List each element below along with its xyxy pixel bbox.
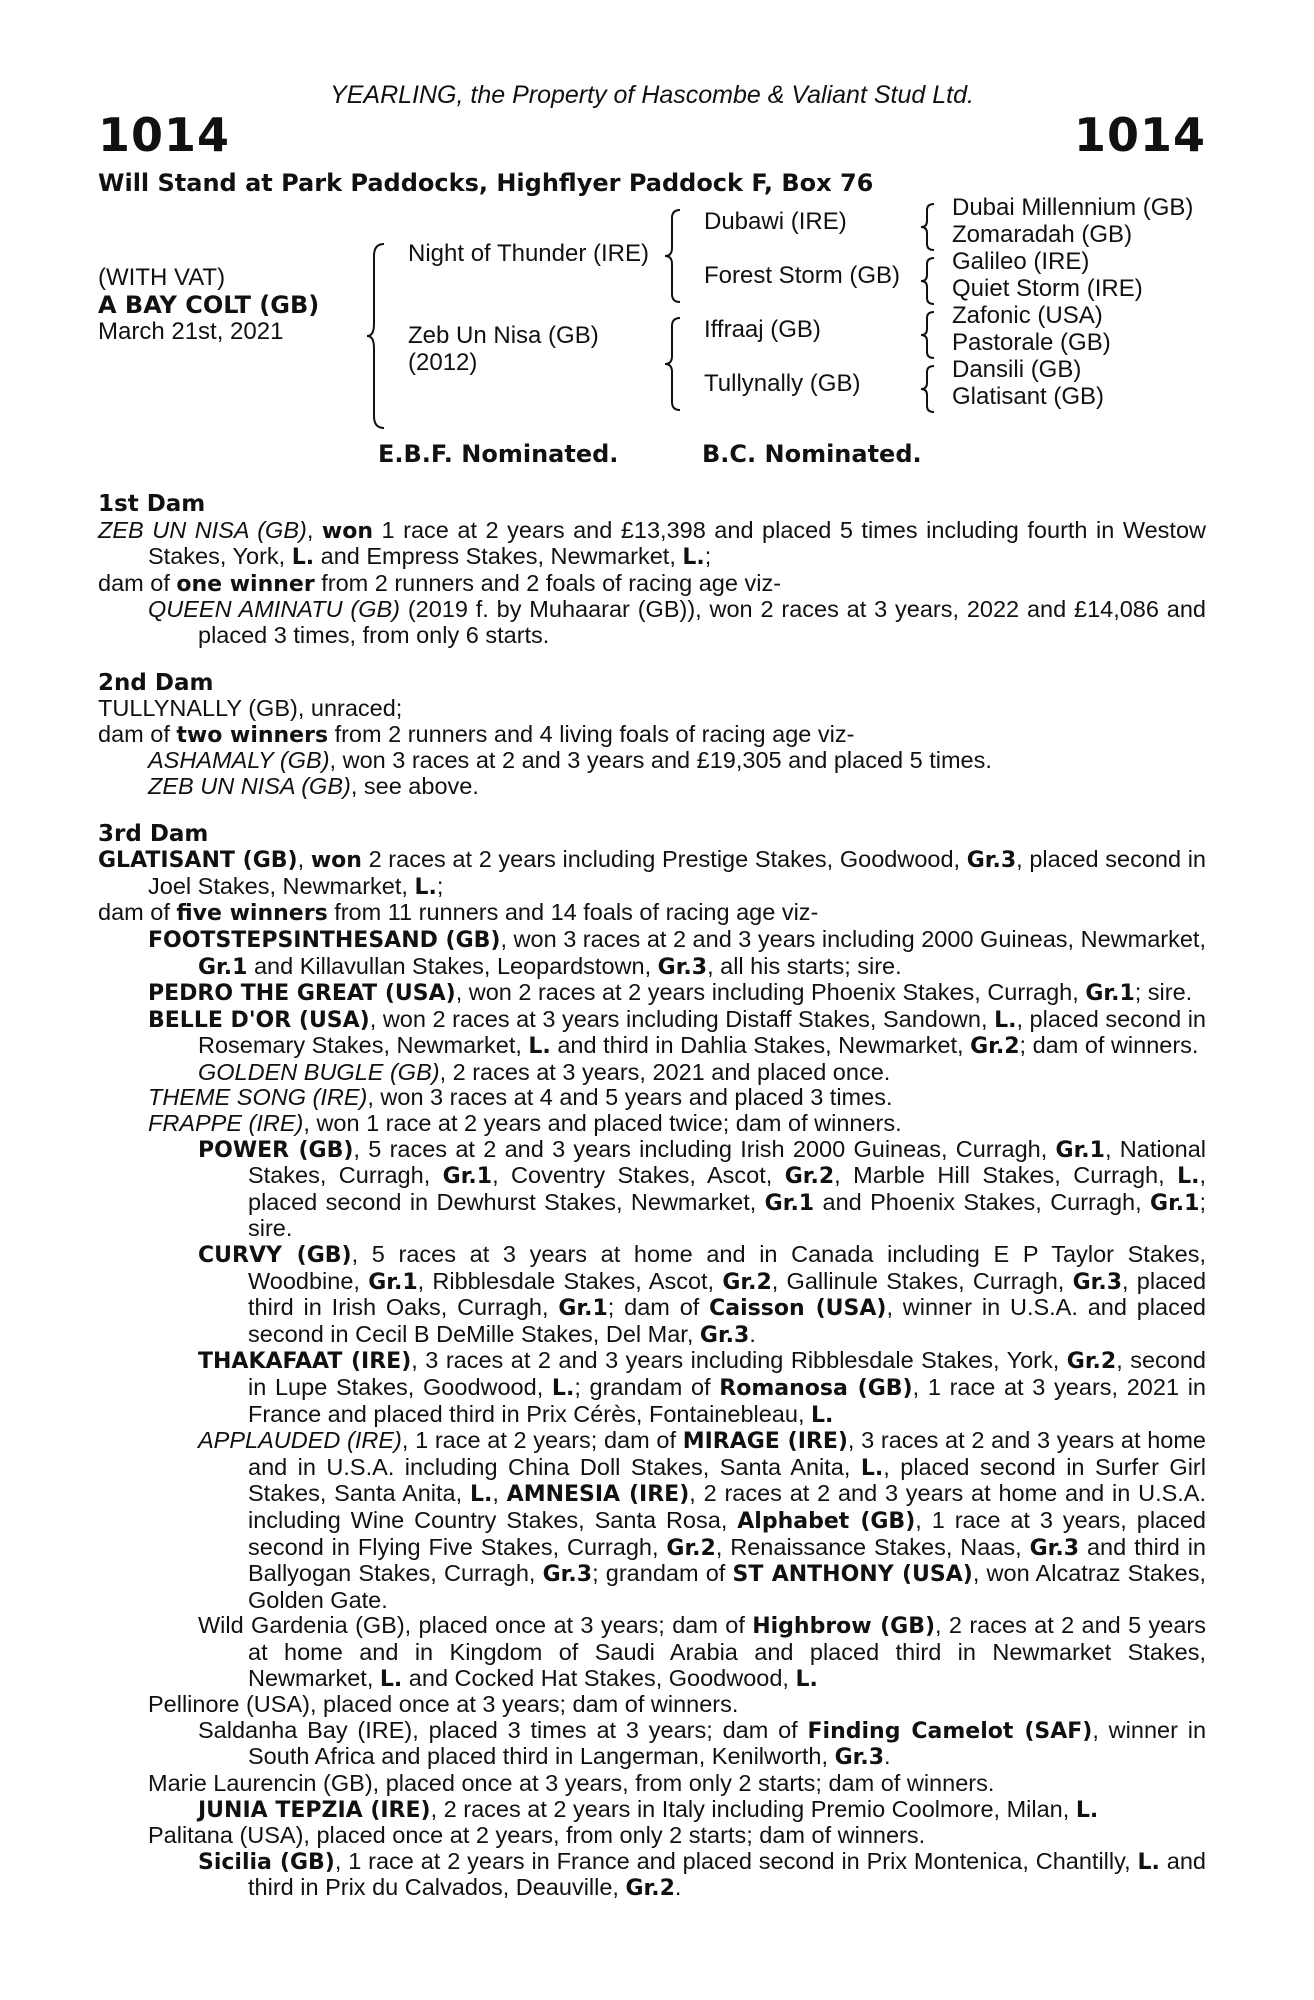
entry-text: , Ribblesdale Stakes, Ascot, (417, 1267, 723, 1294)
entry-text: and third in Dahlia Stakes, Newmarket, (550, 1032, 971, 1059)
entry-text: , (492, 1480, 507, 1507)
entry-text: , 1 race at 3 years, placed second in Flying Five Stakes, Curragh, (248, 1506, 1206, 1560)
dam-year: (2012) (408, 349, 478, 376)
entry-text: , National Stakes, Curragh, (248, 1135, 1207, 1189)
brace-main (366, 242, 386, 430)
bold-text: Gr.2 (722, 1269, 772, 1295)
pedigree-entry (98, 1718, 1206, 1771)
dam-sire: Iffraaj (GB) (704, 316, 821, 343)
bold-text: POWER (GB) (198, 1137, 354, 1163)
entry-text: and Cocked Hat Stakes, Goodwood, (402, 1664, 796, 1691)
bold-text: Finding Camelot (SAF) (807, 1718, 1093, 1744)
grandsire-3: Galileo (IRE) (952, 248, 1090, 275)
entry-text: , 2 races at 2 and 5 years at home and in Kingdom of Saudi Arabia and placed third in Newmarket Stakes, Newmarket, (248, 1612, 1206, 1691)
bold-text: Caisson (USA) (709, 1296, 887, 1322)
bold-text: GLATISANT (GB) (98, 848, 298, 874)
bold-text: FOOTSTEPSINTHESAND (GB) (148, 927, 501, 953)
brace-g2 (920, 256, 936, 306)
grandsire-6: Pastorale (GB) (952, 329, 1111, 356)
entry-text: , 5 races at 2 and 3 years including Irish 2000 Guineas, Curragh, (353, 1135, 1056, 1162)
bold-text: Gr.1 (764, 1190, 815, 1216)
entry-text: and third in Prix du Calvados, Deauville, (248, 1847, 1206, 1901)
entry-text: , won 2 races at 2 years including Phoenix Stakes, Curragh, (455, 979, 1086, 1006)
entry-text: , won 3 races at 2 and 3 years and £19,305 and placed 5 times. (329, 747, 992, 774)
bold-text: Gr.3 (657, 954, 708, 980)
third-dam-entries (98, 847, 1206, 1902)
bold-text: two winners (176, 722, 329, 748)
italic-text: ASHAMALY (GB) (148, 747, 330, 774)
entry-text: , winner in South Africa and placed third in Langerman, Kenilworth, (248, 1716, 1207, 1770)
first-dam-heading: 1st Dam (98, 491, 206, 517)
bold-text: L. (994, 1007, 1017, 1033)
entry-text: , won Alcatraz Stakes, Golden Gate. (248, 1560, 1207, 1613)
second-dam-heading: 2nd Dam (98, 669, 214, 696)
italic-text: APPLAUDED (IRE) (198, 1427, 402, 1454)
pedigree-entry (98, 696, 1206, 722)
bc-nominated: B.C. Nominated. (702, 440, 922, 468)
entry-text: and Empress Stakes, Newmarket, (314, 543, 683, 570)
entry-text: , 2 races at 2 years in Italy including Premio Coolmore, Milan, (430, 1795, 1076, 1822)
brace-g1 (920, 202, 936, 252)
bold-text: L. (551, 1376, 575, 1401)
bold-text: Gr.1 (1055, 1137, 1105, 1163)
pedigree-entry (98, 1428, 1206, 1613)
sire-sire: Dubawi (IRE) (704, 208, 847, 235)
pedigree-entry (98, 1613, 1206, 1692)
second-dam-section (98, 671, 1206, 800)
pedigree-entry (98, 900, 1206, 927)
entry-text: TULLYNALLY (GB), unraced; (98, 695, 403, 722)
pedigree-entry (98, 1085, 1206, 1111)
entry-text: ; sire. (1134, 979, 1193, 1006)
entry-text: , (297, 846, 311, 873)
bold-text: Gr.1 (1085, 981, 1135, 1007)
entry-text: , Renaissance Stakes, Naas, (715, 1533, 1030, 1560)
bold-text: Sicilia (GB) (198, 1849, 335, 1875)
bold-text: Romanosa (GB) (719, 1376, 913, 1401)
pedigree-entry (98, 1137, 1206, 1242)
bold-text: AMNESIA (IRE) (506, 1482, 690, 1508)
bold-text: Gr.1 (442, 1164, 493, 1190)
entry-text: , second in Lupe Stakes, Goodwood, (248, 1347, 1206, 1400)
lot-number-left: 1014 (98, 108, 231, 162)
bold-text: Gr.1 (198, 954, 248, 980)
pedigree-entry (98, 1823, 1206, 1849)
entry-text: Pellinore (USA), placed once at 3 years; dam of winners. (148, 1691, 739, 1718)
pedigree-entry (98, 847, 1206, 900)
entry-text: , Marble Hill Stakes, Curragh, (834, 1162, 1178, 1189)
entry-text: , 1 race at 3 years, 2021 in France and placed third in Prix Cérès, Fontainebleau, (248, 1374, 1207, 1427)
grandsire-4: Quiet Storm (IRE) (952, 275, 1143, 302)
entry-text: , won 3 races at 4 and 5 years and placed 3 times. (367, 1084, 893, 1111)
bold-text: L. (860, 1455, 884, 1481)
entry-text: ; grandam of (574, 1374, 720, 1400)
entry-text: Palitana (USA), placed once at 2 years, from only 2 starts; dam of winners. (148, 1822, 926, 1849)
bold-text: Gr.3 (699, 1322, 750, 1348)
lot-row (98, 108, 1206, 162)
entry-text: Saldanha Bay (IRE), placed 3 times at 3 years; dam of (198, 1716, 808, 1743)
entry-text: from 11 runners and 14 foals of racing age viz- (327, 899, 819, 926)
grandsire-1: Dubai Millennium (GB) (952, 194, 1194, 221)
bold-text: Gr.2 (666, 1535, 716, 1561)
entry-text: . (884, 1743, 891, 1770)
entry-text: Marie Laurencin (GB), placed once at 3 years, from only 2 starts; dam of winners. (148, 1769, 995, 1796)
entry-text: , winner in U.S.A. and placed second in Cecil B DeMille Stakes, Del Mar, (248, 1294, 1206, 1347)
bold-text: L. (811, 1402, 834, 1428)
entry-text: , 1 race at 2 years in France and placed second in Prix Montenica, Chantilly, (334, 1847, 1138, 1874)
bold-text: L. (469, 1482, 493, 1508)
bold-text: JUNIA TEPZIA (IRE) (198, 1797, 431, 1823)
entry-text: . (674, 1874, 682, 1901)
brace-g4 (920, 364, 936, 414)
bold-text: L. (291, 545, 315, 571)
grandsire-8: Glatisant (GB) (952, 383, 1105, 410)
italic-text: GOLDEN BUGLE (GB) (198, 1058, 440, 1085)
entry-text: , all his starts; sire. (707, 952, 902, 979)
sire-dam: Forest Storm (GB) (704, 262, 901, 289)
bold-text: L. (528, 1034, 551, 1060)
bold-text: L. (1075, 1797, 1099, 1823)
entry-text: , Gallinule Stakes, Curragh, (771, 1267, 1073, 1294)
entry-text: , Coventry Stakes, Ascot, (492, 1162, 785, 1189)
third-dam-section (98, 822, 1206, 1902)
lot-number-right: 1014 (1073, 108, 1206, 162)
bold-text: L. (414, 874, 437, 900)
entry-text: and Killavullan Stakes, Leopardstown, (247, 952, 658, 979)
entry-text: ; sire. (248, 1188, 1206, 1242)
pedigree-table (98, 194, 1206, 440)
bold-text: ST ANTHONY (USA) (732, 1562, 973, 1588)
bold-text: one winner (176, 571, 315, 597)
entry-text: dam of (98, 569, 177, 596)
bold-text: MIRAGE (IRE) (682, 1429, 848, 1455)
italic-text: ZEB UN NISA (GB) (98, 516, 307, 543)
bold-text: Gr.2 (625, 1876, 675, 1902)
entry-text: 2 races at 2 years including Prestige Stakes, Goodwood, (361, 846, 967, 873)
brace-g3 (920, 310, 936, 360)
first-dam-entries (98, 518, 1206, 649)
bold-text: L. (1137, 1849, 1160, 1875)
dam-name: Zeb Un Nisa (GB) (408, 322, 599, 349)
entry-text: ; (436, 872, 444, 899)
bold-text: Gr.2 (1066, 1349, 1117, 1375)
bold-text: L. (682, 545, 705, 571)
pedigree-entry (98, 1111, 1206, 1137)
italic-text: QUEEN AMINATU (GB) (148, 596, 400, 623)
entry-text: , 1 race at 2 years; dam of (401, 1427, 683, 1454)
bold-text: Gr.3 (542, 1562, 593, 1588)
entry-text: ; (704, 543, 712, 570)
third-dam-heading: 3rd Dam (98, 820, 209, 847)
entry-text: from 2 runners and 2 foals of racing age viz- (314, 569, 782, 596)
entry-text: ; dam of winners. (1019, 1032, 1199, 1059)
entry-text: Wild Gardenia (GB), placed once at 3 years; dam of (198, 1612, 753, 1639)
entry-text: (2019 f. by Muhaarar (GB)), won 2 races at 3 years, 2022 and £14,086 and placed 3 times, from only 6 starts. (198, 596, 1206, 648)
horse-name: A BAY COLT (GB) (98, 291, 320, 319)
pedigree-entry (98, 1242, 1206, 1348)
grandsire-2: Zomaradah (GB) (952, 221, 1133, 248)
italic-text: THEME SONG (IRE) (148, 1084, 368, 1111)
nominations (98, 440, 1206, 480)
entry-text: . (749, 1320, 756, 1347)
second-dam-entries (98, 696, 1206, 799)
pedigree-entry (98, 518, 1206, 571)
bold-text: Gr.1 (368, 1269, 418, 1295)
pedigree-entry (98, 1849, 1206, 1902)
italic-text: ZEB UN NISA (GB) (148, 772, 351, 799)
entry-text: and Phoenix Stakes, Curragh, (814, 1188, 1151, 1215)
bold-text: won (310, 848, 362, 874)
bold-text: BELLE D'OR (USA) (148, 1007, 370, 1033)
pedigree-entry (98, 774, 1206, 800)
entry-text: , won 2 races at 3 years including Distaff Stakes, Sandown, (369, 1005, 995, 1032)
entry-text: 1 race at 2 years and £13,398 and placed 5 times including fourth in Westow Stakes, York, (148, 516, 1206, 570)
bold-text: Gr.3 (1029, 1535, 1080, 1561)
pedigree-entry (98, 1797, 1206, 1824)
bold-text: five winners (176, 901, 328, 927)
entry-text: dam of (98, 720, 177, 747)
sale-line: YEARLING, the Property of Hascombe & Valiant Stud Ltd. (330, 81, 974, 109)
catalogue-page (98, 80, 1206, 1902)
entry-text: , see above. (350, 772, 479, 799)
entry-text: , placed second in Dewhurst Stakes, Newmarket, (248, 1162, 1207, 1215)
bold-text: L. (795, 1666, 818, 1692)
entry-text: , 3 races at 2 and 3 years at home and in U.S.A. including China Doll Stakes, Santa Anita, (248, 1427, 1206, 1480)
bold-text: L. (1177, 1164, 1200, 1190)
pedigree-entry (98, 1771, 1206, 1797)
pedigree-entry (98, 1692, 1206, 1718)
pedigree-entry (98, 1007, 1206, 1060)
pedigree-entry (98, 927, 1206, 980)
entry-text: , 3 races at 2 and 3 years including Ribblesdale Stakes, York, (411, 1347, 1067, 1374)
pedigree-entry (98, 1060, 1206, 1086)
pedigree-entry (98, 571, 1206, 598)
bold-text: Gr.1 (1150, 1190, 1200, 1216)
bold-text: THAKAFAAT (IRE) (198, 1349, 412, 1375)
brace-sire (664, 208, 682, 304)
bold-text: PEDRO THE GREAT (USA) (148, 981, 456, 1007)
entry-text: , 5 races at 3 years at home and in Canada including E P Taylor Stakes, Woodbine, (248, 1241, 1206, 1294)
entry-text: dam of (98, 899, 177, 926)
dam-dam: Tullynally (GB) (704, 370, 861, 397)
entry-text: , placed second in Surfer Girl Stakes, Santa Anita, (248, 1453, 1206, 1507)
bold-text: Gr.2 (784, 1164, 835, 1190)
entry-text: , placed second in Joel Stakes, Newmarket, (148, 846, 1207, 899)
entry-text: , 2 races at 3 years, 2021 and placed once. (439, 1058, 891, 1085)
entry-text: , 2 races at 2 and 3 years at home and in U.S.A. including Wine Country Stakes, Santa Rosa, (248, 1480, 1207, 1533)
entry-text: , placed third in Irish Oaks, Curragh, (248, 1267, 1207, 1321)
bold-text: Gr.2 (970, 1034, 1020, 1060)
first-dam-section (98, 492, 1206, 649)
foaling-date: March 21st, 2021 (98, 318, 284, 345)
pedigree-entry (98, 1348, 1206, 1428)
ebf-nominated: E.B.F. Nominated. (378, 440, 619, 468)
entry-text: , placed second in Rosemary Stakes, Newmarket, (198, 1005, 1206, 1059)
bold-text: Highbrow (GB) (752, 1614, 936, 1640)
sire-name: Night of Thunder (IRE) (408, 240, 649, 267)
entry-text: from 2 runners and 4 living foals of racing age viz- (328, 720, 855, 747)
brace-dam (664, 316, 682, 412)
pedigree-entry (98, 980, 1206, 1007)
vat-note: (WITH VAT) (98, 264, 226, 291)
bold-text: CURVY (GB) (198, 1243, 352, 1269)
pedigree-entry (98, 722, 1206, 749)
pedigree-entry (98, 597, 1206, 648)
bold-text: Gr.1 (558, 1296, 608, 1322)
entry-text: , won 1 race at 2 years and placed twice; dam of winners. (303, 1110, 902, 1137)
entry-text: , won 3 races at 2 and 3 years including 2000 Guineas, Newmarket, (500, 925, 1206, 952)
entry-text: ; dam of (607, 1294, 710, 1321)
grandsire-7: Dansili (GB) (952, 356, 1082, 383)
bold-text: Gr.3 (1072, 1269, 1122, 1295)
entry-text: ; grandam of (592, 1560, 733, 1587)
grandsire-5: Zafonic (USA) (952, 302, 1103, 329)
entry-text: and third in Ballyogan Stakes, Curragh, (248, 1533, 1206, 1587)
bold-text: Gr.3 (834, 1745, 884, 1771)
bold-text: won (321, 518, 373, 544)
italic-text: FRAPPE (IRE) (148, 1110, 304, 1137)
bold-text: Gr.3 (966, 848, 1017, 874)
stand-location: Will Stand at Park Paddocks, Highflyer Paddock F, Box 76 (98, 169, 874, 197)
bold-text: Alphabet (GB) (737, 1508, 916, 1534)
bold-text: L. (379, 1666, 403, 1692)
entry-text: , (306, 516, 322, 543)
pedigree-entry (98, 748, 1206, 774)
